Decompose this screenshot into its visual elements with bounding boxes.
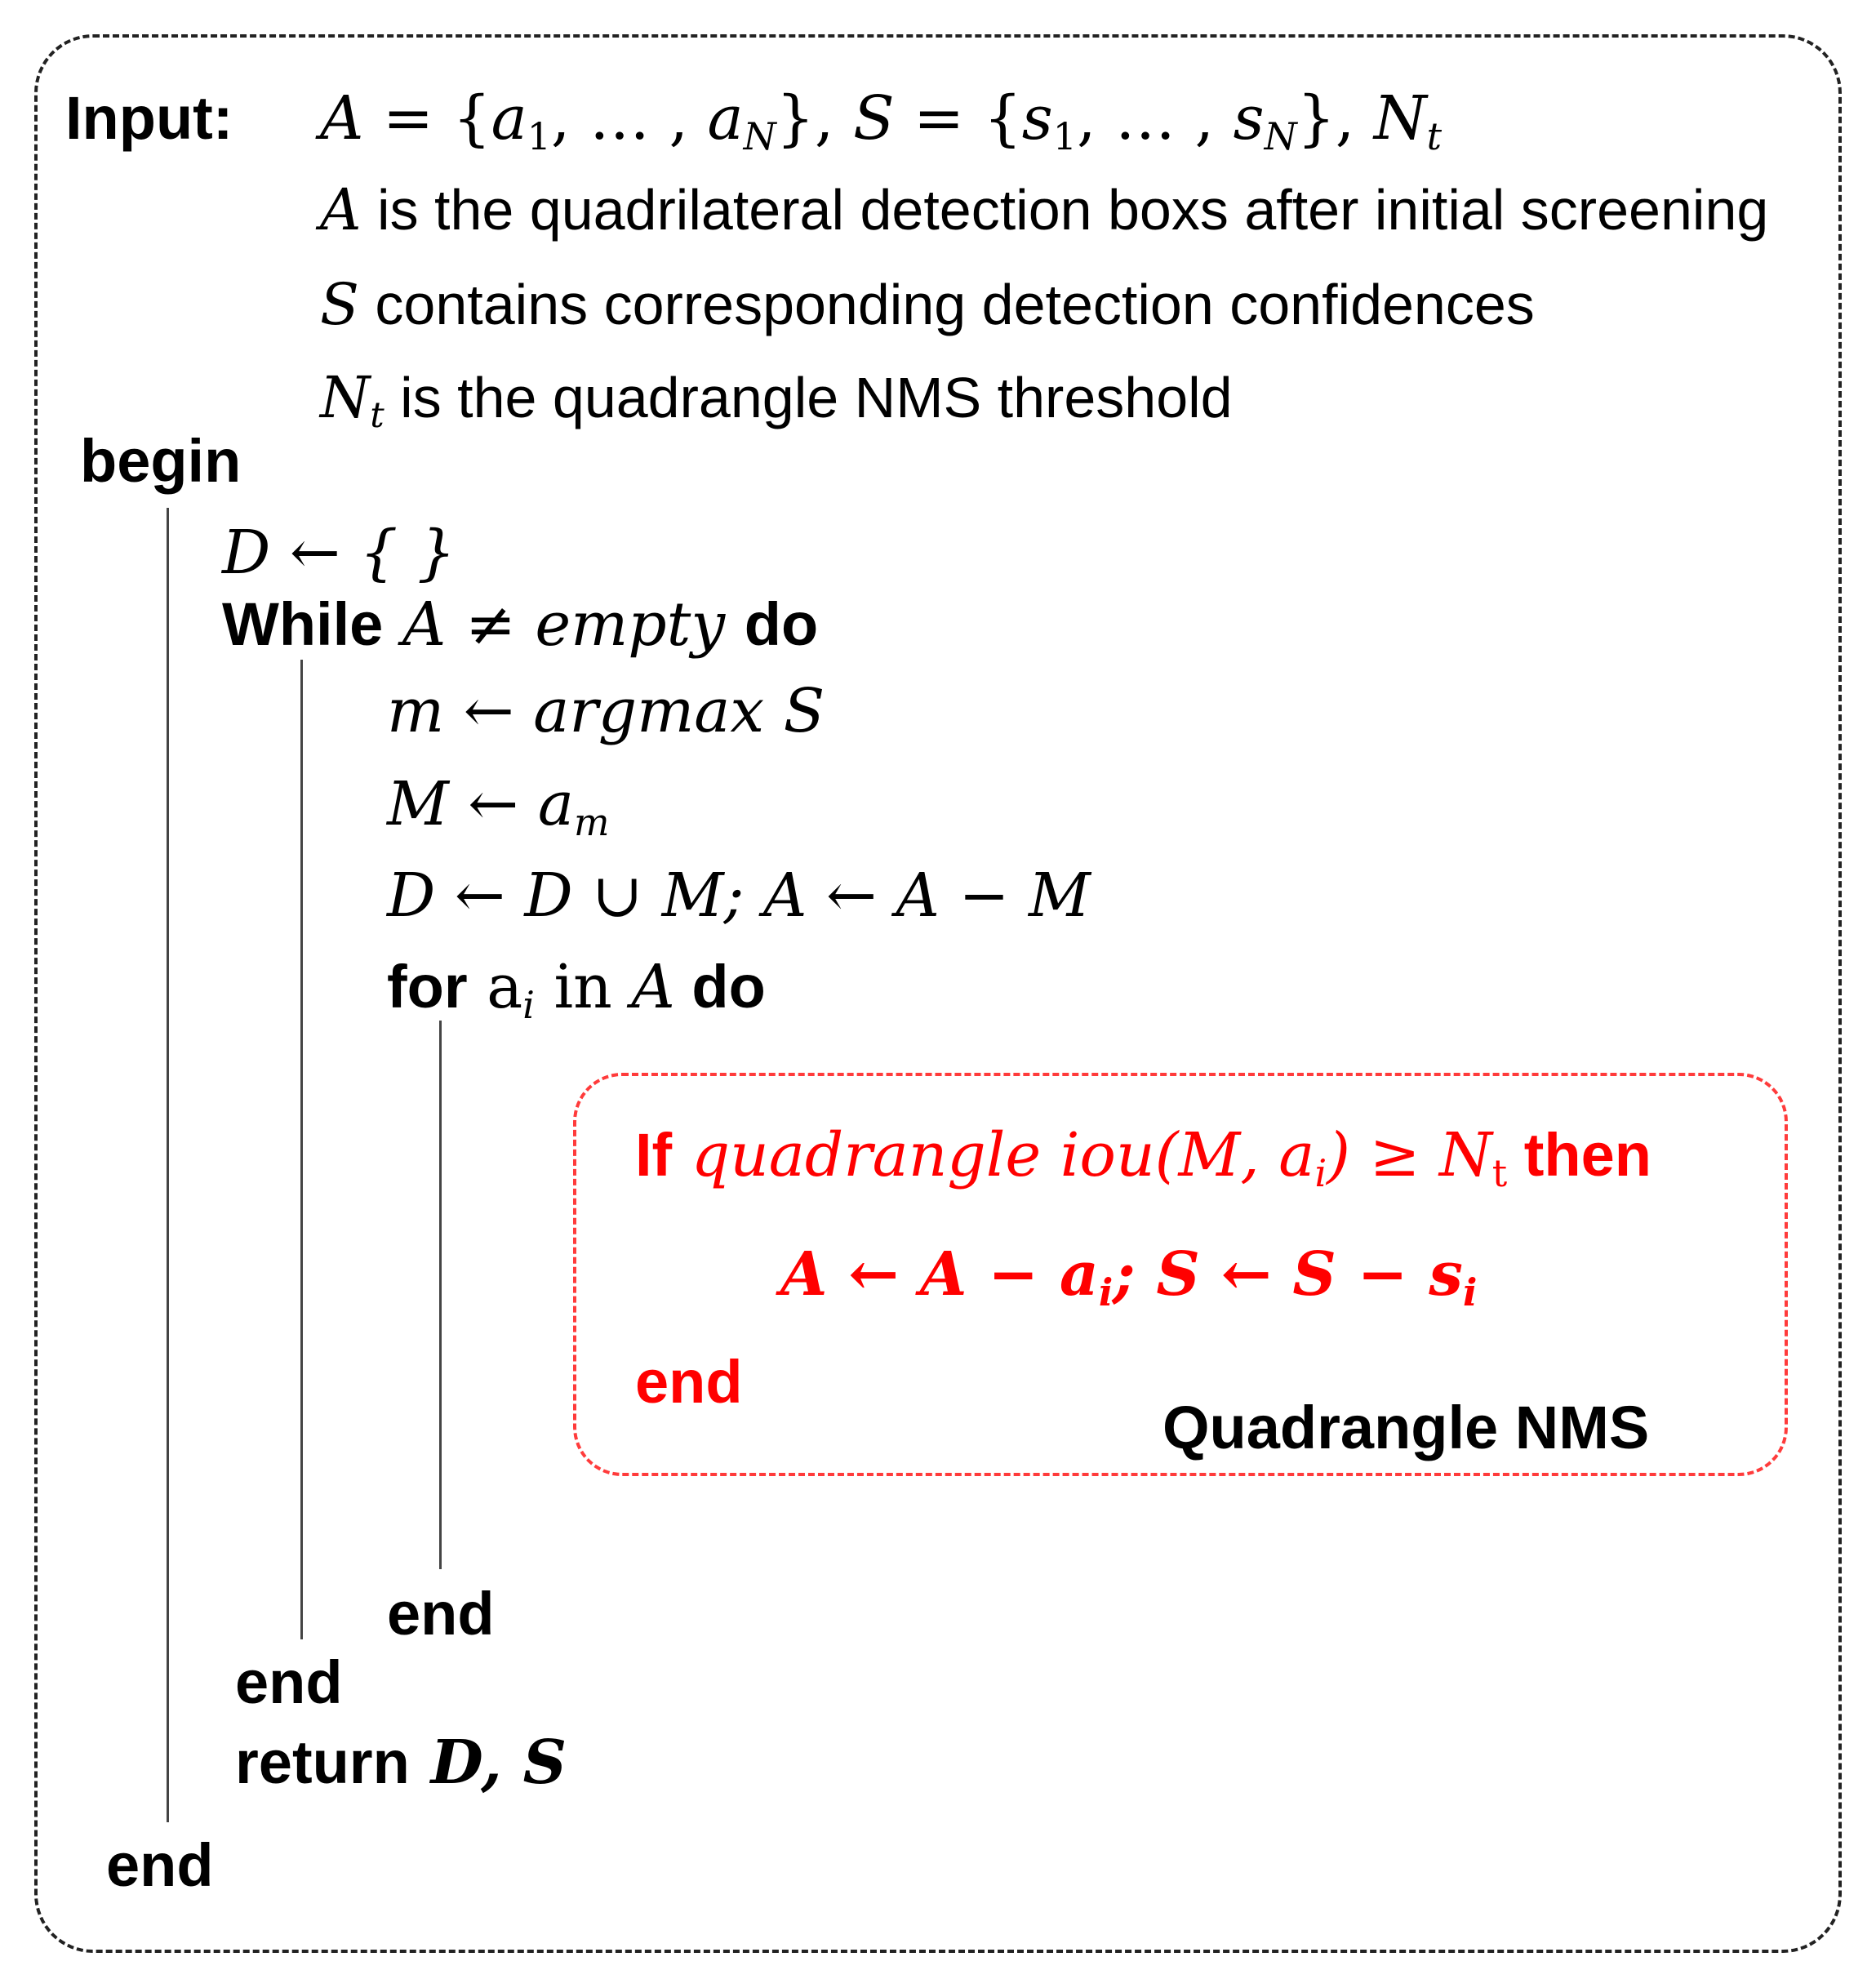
argmax-statement: m ← argmax S [387,676,825,746]
begin-keyword: begin [80,427,242,495]
while-end-keyword: end [235,1648,343,1716]
init-statement: D ← { } [222,518,456,588]
for-statement: for $a_i$ in A do [387,952,766,1027]
input-desc-Nt: $N_t$ is the quadrangle NMS threshold [320,364,1233,437]
begin-block-line [167,508,169,1822]
input-label: Input: [65,84,233,152]
update-statement: D ← D ∪ M; A ← A − M [387,861,1091,931]
input-desc-S: S contains corresponding detection confidences [320,271,1535,338]
return-statement: return D, S [235,1728,567,1798]
end-keyword: end [106,1831,214,1899]
input-definition: $A = \{a_1$, … , $a_N$}, $S = \{s_1$, … , $s_N$}, $N_t$ [320,83,1443,158]
if-end-keyword: end [635,1348,743,1416]
for-end-keyword: end [387,1580,495,1648]
remove-statement: A ← $A - a_i$; S ← $S - s_i$ [780,1239,1478,1314]
for-block-line [439,1021,442,1569]
if-statement: If quadrangle iou(M, $a_i) \ge N_t$ then [635,1120,1652,1195]
while-statement: While A ≠ empty do [222,589,819,660]
quadrangle-nms-label: Quadrangle NMS [1162,1394,1650,1461]
input-desc-A: A is the quadrilateral detection boxs after initial screening [320,176,1769,243]
assign-M-statement: M ← $a_m$ [387,769,610,844]
while-block-line [300,660,303,1639]
